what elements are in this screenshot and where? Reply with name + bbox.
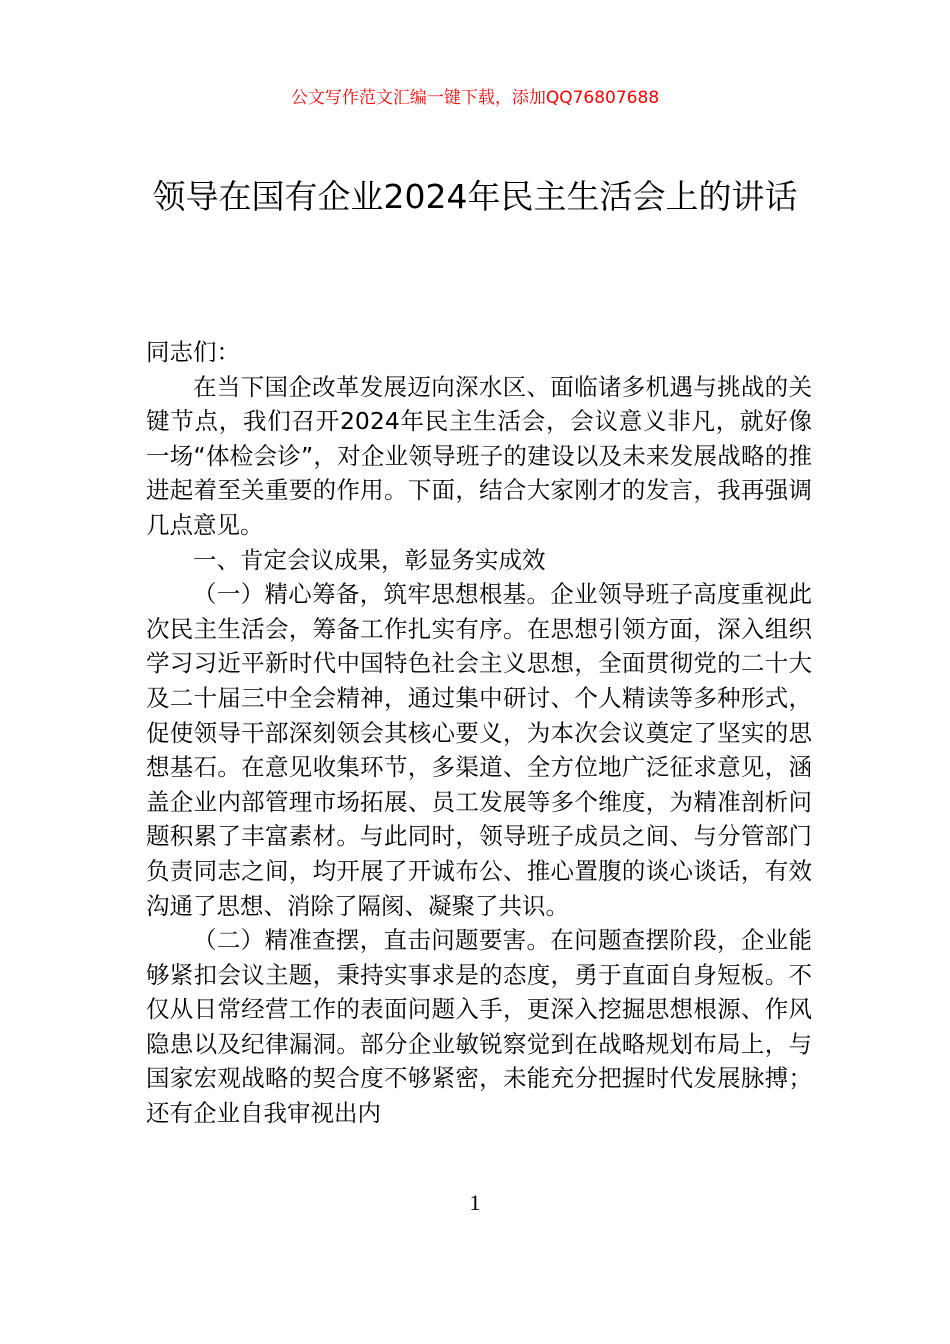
section-heading-1: 一、肯定会议成果，彰显务实成效 — [193, 545, 546, 574]
document-title: 领导在国有企业2024年民主生活会上的讲话 — [152, 177, 798, 216]
salutation: 同志们： — [146, 338, 240, 366]
page-number: 1 — [469, 1190, 481, 1215]
download-notice: 公文写作范文汇编一键下载，添加QQ76807688 — [290, 88, 660, 108]
paragraph-subsection-2: （二）精准查摆，直击问题要害。在问题查摆阶段，企业能够紧扣会议主题，秉持实事求是的态度，勇于直面自身短板。不仅从日常经营工作的表面问题入手，更深入挖掘思想根源、作风隐患以及纪律漏洞。部分企业敏锐察觉到在战略规划布局上，与国家宏观战略的契合度不够紧密，未能充分把握时代发展脉搏；还有企业自我审视出内 — [146, 926, 812, 1128]
document-body — [146, 335, 812, 1131]
paragraph-intro: 在当下国企改革发展迈向深水区、面临诸多机遇与挑战的关键节点，我们召开2024年民主生活会，会议意义非凡，就好像一场“体检会诊”，对企业领导班子的建设以及未来发展战略的推进起着至关重要的作用。下面，结合大家刚才的发言，我再强调几点意见。 — [146, 372, 812, 539]
paragraph-subsection-1: （一）精心筹备，筑牢思想根基。企业领导班子高度重视此次民主生活会，筹备工作扎实有序。在思想引领方面，深入组织学习习近平新时代中国特色社会主义思想，全面贯彻党的二十大及二十届三中全会精神，通过集中研讨、个人精读等多种形式，促使领导干部深刻领会其核心要义，为本次会议奠定了坚实的思想基石。在意见收集环节，多渠道、全方位地广泛征求意见，涵盖企业内部管理市场拓展、员工发展等多个维度，为精准剖析问题积累了丰富素材。与此同时，领导班子成员之间、与分管部门负责同志之间，均开展了开诚布公、推心置腹的谈心谈话，有效沟通了思想、消除了隔阂、凝聚了共识。 — [146, 580, 812, 920]
